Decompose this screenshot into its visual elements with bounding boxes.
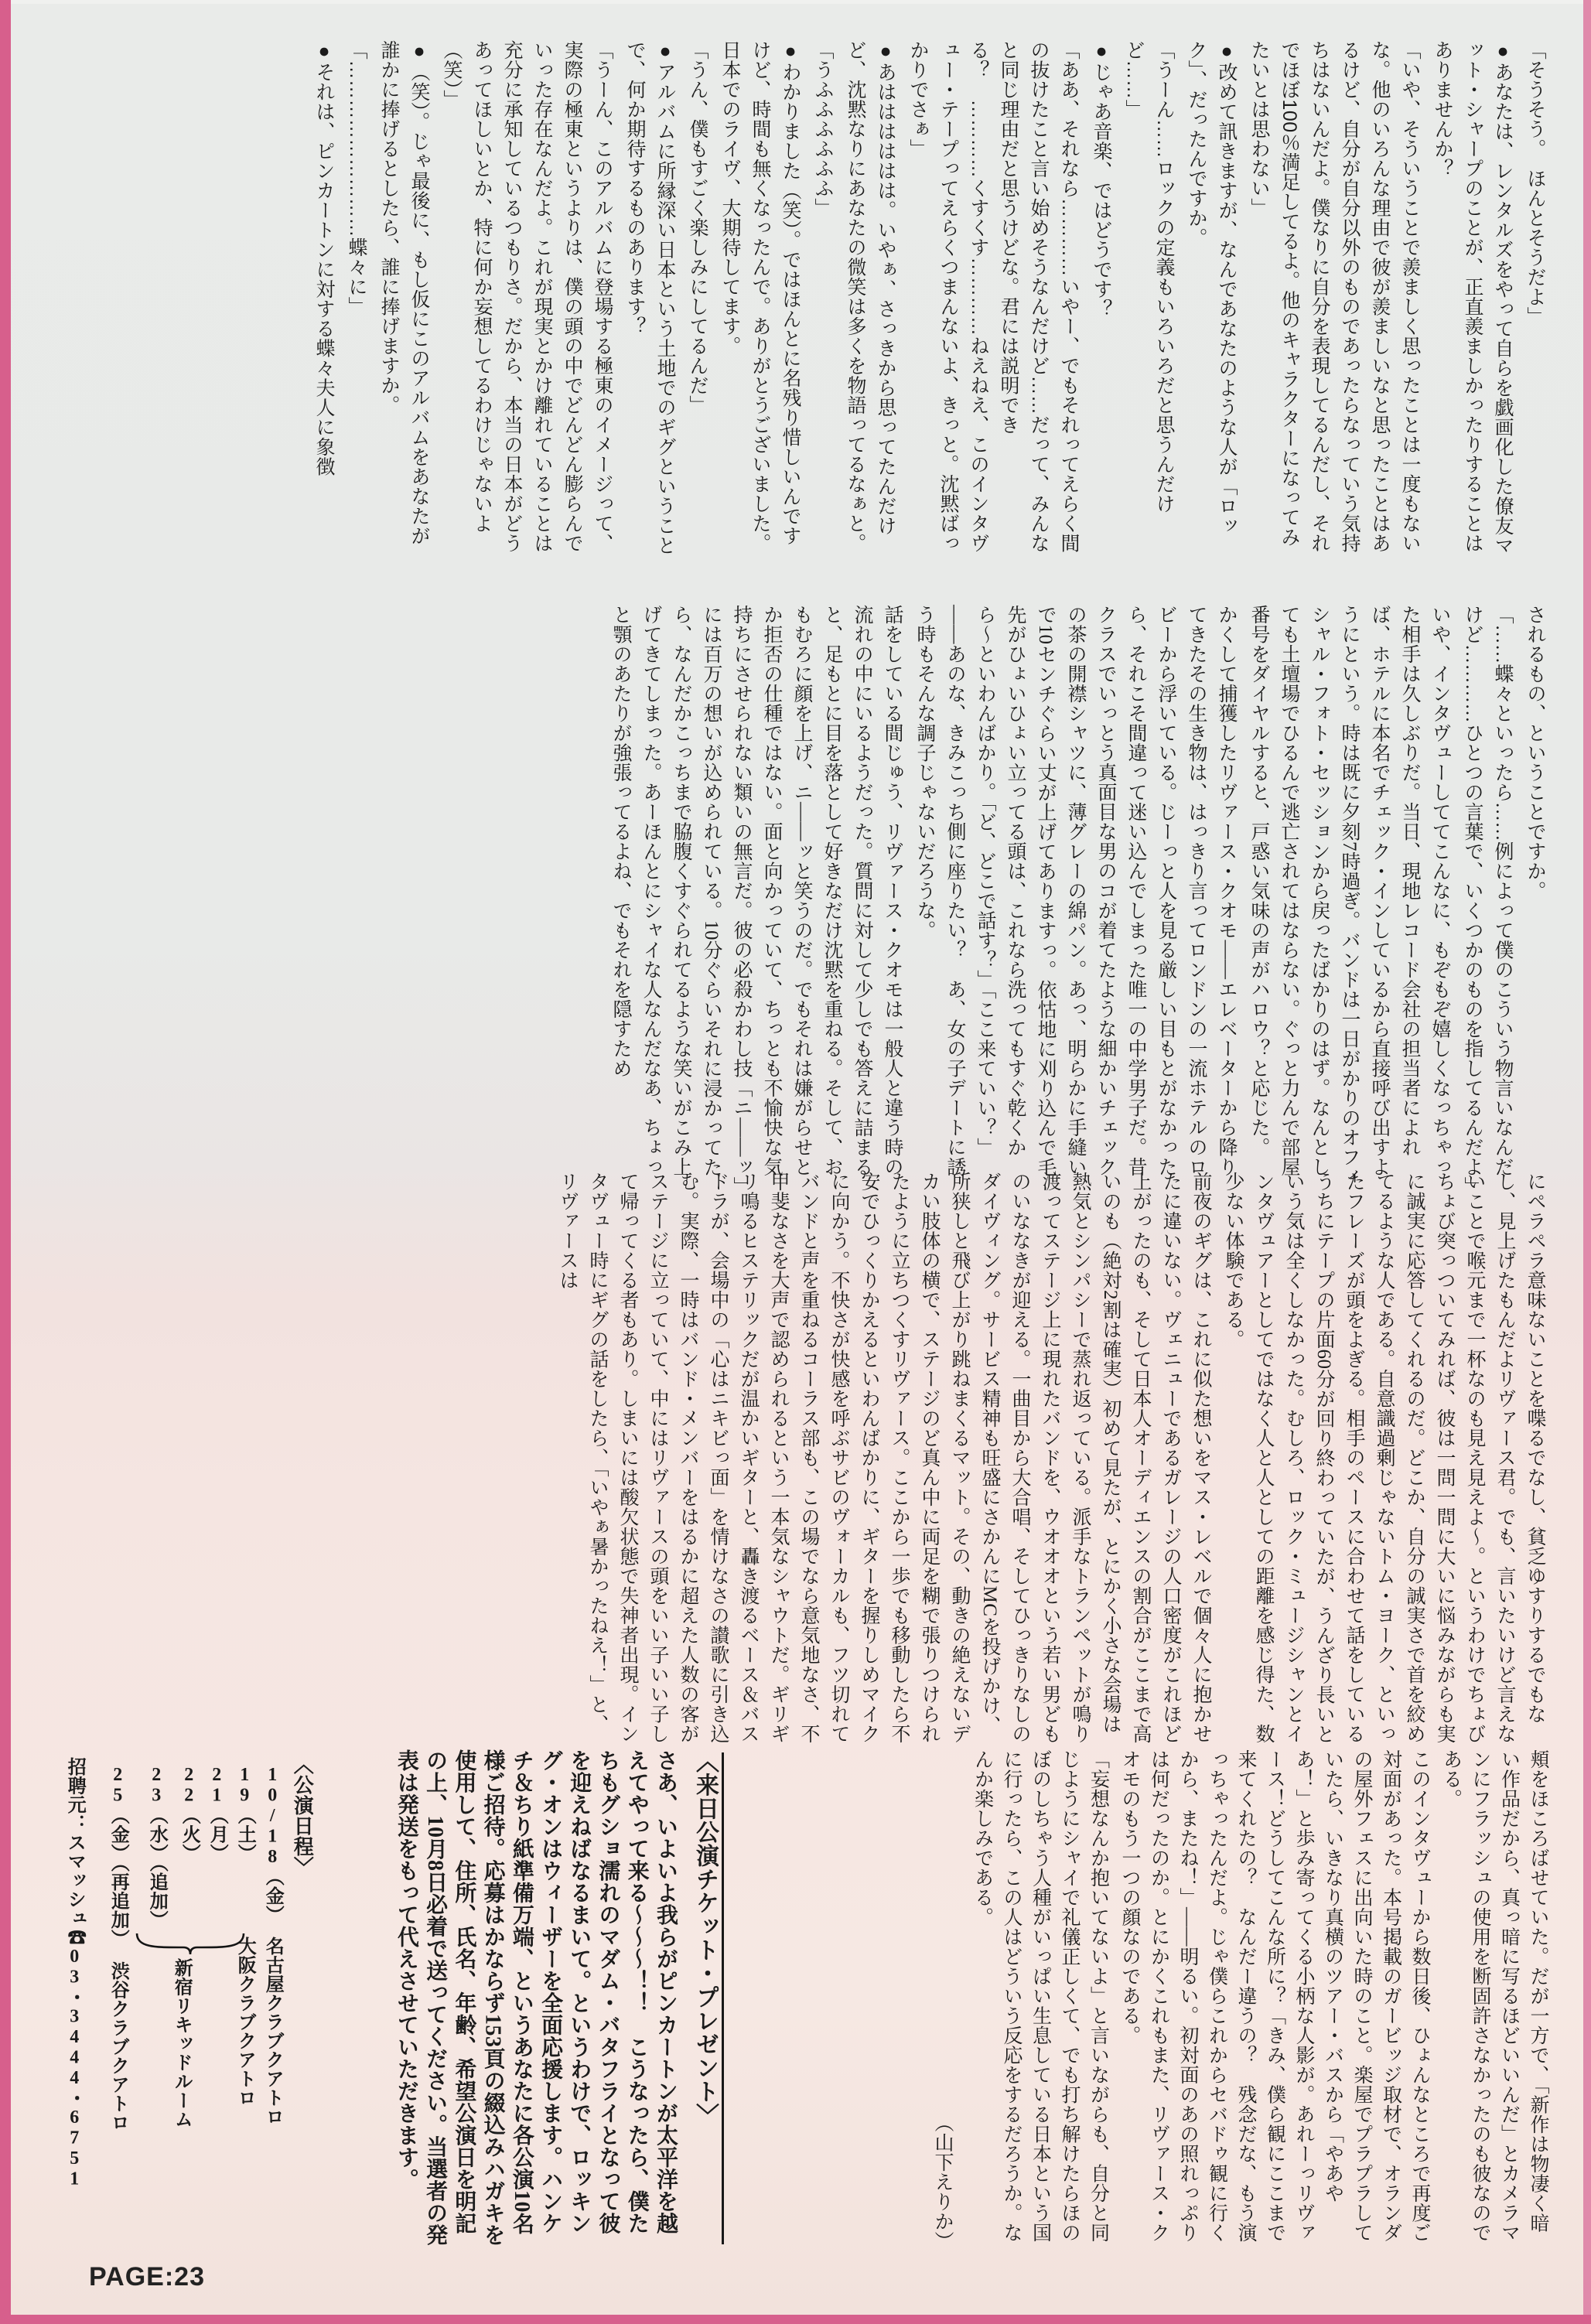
narrative-paragraph: このインタヴューから数日後、ひょんなところで再度ご対面があった。本号掲載のガービッジ取材で、オランダの屋外フェスに出向いた時のこと。楽屋でプラプラしていたら、いきなり真横のツアー・バスから「やあやあ！」と歩み寄ってくる小柄な人影が。あれーっリヴァース！どうしてこんな所に？「きみ、僕ら観にここまで来てくれたの？ なんだー違うの？ 残念だな、もう演っちゃったんだよ。じゃ僕らこれからセバドゥ観に行くから、またね！」——明るい。初対面のあの照れっぷりは何だったのか。とにかくこれもまた、リヴァース・クオモのもう一つの顔なのである。 xyxy=(1119,1749,1430,2243)
narrative-paragraph: いや、インタヴューしててこんなに、もぞもぞ嬉しくなっちゃった相手は久しぶりだ。当日、現地レコード会社の担当者によれば、ホテルに本名でチェック・インしているから直接呼び出すようにという。時は既に夕刻7時過ぎ。バンドは一日がかりのオフィシャル・フォト・セッションから戻ったばかりのはず。なんとしても土壇場でひるんで逃亡されてはならない。ぐっと力んで部屋番号をダイヤルすると、戸惑い気味の声がハロウ？と応じた。 xyxy=(1248,605,1450,1187)
narrative-paragraph: 「……蝶々といったら……例によって僕のこういう物言いなんだけど…………ひとつの言葉で、いくつかのものを指してるんだよ」 xyxy=(1462,605,1513,1196)
schedule-date: 19（土） xyxy=(234,1765,255,1863)
interview-answer: 「うん、僕もすごく楽しみにしてるんだ」 xyxy=(687,40,708,415)
narrative-paragraph: かくして捕獲したリヴァース・クオモ——エレベーターから降りてきたその生き物は、はっきり言ってロンドンの一流ホテルのロビーから浮いている。じーっと人を見る厳しい目もとがなかったら、それこそ間違って迷い込んでしまった唯一の中学男子だ。昔クラスでいっとう真面目な男のコが着てたような細かいチェックの茶の開襟シャツに、薄グレーの綿パン。あっ、明らかに手縫いで10センチぐらい丈が上げてありますっ。依怙地に刈り込んで毛先がひょいひょい立ってる頭は、これなら洗ってもすぐ乾くから〜といわんばかり。「ど、どこで話す？」「ここ来ていい？」——あのな、きみこっち側に座りたい？ あ、女の子デートに誘う時もそんな調子じゃないだろうな。 xyxy=(914,605,1237,1177)
schedule-date: 22（火） xyxy=(179,1765,200,1863)
schedule-venue: 大阪クラブクアトロ xyxy=(234,1937,255,2107)
interview-question: ●じゃあ音楽、ではどうです？ xyxy=(1091,40,1112,319)
narrative-paragraph: 前夜のギグは、これに似た想いをマス・レベルで個々人に抱かせたに違いない。ヴェニューであるガレージの人口密度がこれほど上がったのも、そして日本人オーディエンスの割合がここまで高いのも（絶対2割は確実）初めて見たが、とにかく小さな会場は熱気とシンパシーで蒸れ返っている。派手なトランペットが鳴り渡ってステージ上に現れたバンドを、ウオオオという若い男どものいななきが迎える。一曲目から大合唱、そしてひっきりなしのダイヴィング。サービス精神も旺盛にさかんにMCを投げかけ、所狭しと飛び上がり跳ねまくるマット。その、動きの絶えないデカい肢体の横で、ステージのど真ん中に両足を糊で張りつけられたように立ちつくすリヴァース。ここから一歩でも移動したら不安でひっくりかえるといわんばかりに、ギターを握りしめマイクに向かう。不快さが快感を呼ぶサビのヴォーカルも、フツ切れてバンドと声を重ねるコーラス部も、この場でなら意気地なさ、不甲斐なさを大声で認められるという一本気なシャウトだ。ギリギリ鳴るヒステリックだが温かいギターと、轟き渡るベース＆バスドラが、会場中の「心はニキビっ面」を情けなさの讃歌に引き込む。実際、一時はバンド・メンバーをはるかに超えた人数の客がステージに立っていて、中にはリヴァースの頭をいい子いい子して帰ってくる者もあり。しまいには酸欠状態で失神者出現。インタヴュー時にギグの話をしたら、「いやぁ暑かったねえ！」と、リヴァースは xyxy=(557,1172,1211,1744)
interview-answer: 「いや、そういうことで羨ましく思ったことは一度もないな。他のいろんな理由で彼が羨ましいなと思ったことはあるけど、自分が自分以外のものであったらなっていう気持ちはないんだよ。僕なりに自分を表現してるんだし、それでほぼ100％満足してるよ。他のキャラクターになってみたいとは思わない」 xyxy=(1248,40,1421,553)
schedule-date: 23（水）（追加） xyxy=(146,1765,167,1930)
interview-answer: 「うーん、このアルバムに登場する極東のイメージって、実際の極東というよりは、僕の頭の中でどんどん膨らんでいった存在なんだよ。これが現実とかけ離れていることは充分に承知しているつもりさ。だから、本当の日本がどうあってほしいとか、特に何か妄想してるわけじゃないよ（笑）」 xyxy=(441,40,613,553)
schedule-date: 25（金）（再追加） xyxy=(108,1765,128,1948)
interview-question: ●あなたは、レンタルズをやって自らを戯画化した僚友マット・シャープのことが、正直羨ましかったりすることはありませんか？ xyxy=(1432,40,1514,555)
schedule-venue: 新宿リキッドルーム xyxy=(171,1958,192,2129)
ticket-promo xyxy=(330,1749,719,2251)
interview-question: ●あはははははは。いやぁ、さっきから思ってたんだけど、沈黙なりにあなたの微笑は多くを物語ってるなぁと。 xyxy=(845,40,896,553)
scan-edge-left xyxy=(0,0,11,2324)
schedule-title: 〈公演日程〉 xyxy=(291,1754,314,1877)
author-credit: （山下えりか） xyxy=(932,2112,953,2251)
ticket-promo-body: さあ、いよいよ我らがピンカートンが太平洋を越えてやって来る〜〜〜！！ こうなったら、僕たちもグショ濡れのマダム・バタフライとなって彼を迎えねばなるまいて。というわけで、ロッキング・オンはウィーザーを全面応援します。ハンケチ＆ちり紙準備万端、というあなたに各公演10名様ご招待。応募はかならず153頁の綴込みハガキを使用して、住所、氏名、年齢、希望公演日を明記の上、10月8日必着で送ってください。当選者の発表は発送をもって代えさせていただきます。 xyxy=(394,1749,678,2246)
interview-answer: 「ああ、それなら…………いやー、でもそれってえらく間の抜けたこと言い始めそうなんだけど……だって、みんなと同じ理由だと思うけどな。君には説明できる？ …………くすくす…………ねえねえ、このインタヴュー・テープってえらくつまんないよ、きっと。沈黙ばっかりでさぁ」 xyxy=(907,40,1080,553)
narrative-paragraph: 話をしている間じゅう、リヴァース・クオモは一般人と違う時の流れの中にいるようだった。質問に対して少しでも答えに詰まると、足もとに目を落として好きなだけ沈黙を重ねる。そして、おもむろに顔を上げ、ニ——ッと笑うのだ。でもそれは嫌がらせとか拒否の仕種ではない。面と向かっていて、ちっとも不愉快な気持ちにさせられない類いの無言だ。彼の必殺かわし技「ニ——ッ」には百万の想いが込められている。10分ぐらいそれに浸かってたら、なんだかこっちまで脇腹くすぐられてるような笑いがこみ上げてきてしまった。あーほんとにシャイな人なんだなあ、ちょっと顎のあたりが強張ってるよね、でもそれを隠すため xyxy=(610,605,903,1187)
narrative-section-1 xyxy=(43,605,1552,1196)
narrative-closing xyxy=(733,1749,1555,2251)
schedule-venue: 名古屋クラブクアトロ xyxy=(262,1937,283,2126)
interview-dialogue-section xyxy=(43,40,1552,557)
narrative-paragraph: 「妄想なんか抱いてないよ」と言いながらも、自分と同じようにシャイで礼儀正しくて、でも打ち解けたらほのぼのしちゃう人種がいっぱい生息している日本という国に行ったら、この人はどういう反応をするだろうか。なんか楽しみである。 xyxy=(971,1749,1109,2243)
interview-answer: 「うーん……ロックの定義もいろいろだと思うんだけど……」 xyxy=(1123,40,1175,514)
interview-question: ●（笑）。じゃ最後に、もし仮にこのアルバムをあなたが誰かに捧げるとしたら、誰に捧げますか。 xyxy=(378,40,430,546)
page-number: PAGE:23 xyxy=(89,2262,205,2292)
interview-question: ●わかりました（笑）。ではほんとに名残り惜しいんですけど、時間も無くなったんで。ありがとうございました。日本でのライヴ、大期待してます。 xyxy=(719,40,801,553)
interview-answer: 「そうそう。 ほんとそうだよ」 xyxy=(1524,40,1546,326)
interview-answer: 「うふふふふふふ」 xyxy=(812,40,834,218)
ticket-promo-title: 〈来日公演チケット・プレゼント〉 xyxy=(692,1749,718,2127)
schedule-venue: 渋谷クラブクアトロ xyxy=(108,1961,128,2132)
interview-question: ●それは、ピンカートンに対する蝶々夫人に象徴 xyxy=(313,40,335,476)
interview-question: ●改めて訊きますが、なんであなたのような人が「ロック」、だったんですか。 xyxy=(1186,40,1238,536)
scan-edge-top xyxy=(0,0,1591,4)
narrative-paragraph: されるもの、ということですか。 xyxy=(1524,605,1545,901)
interview-question: ●アルバムに所縁深い日本という土地でのギグということで、何か期待するものあります？ xyxy=(624,40,676,555)
interview-answer: 「………………………蝶々に」 xyxy=(346,40,367,316)
schedule-date: 10/18（金） xyxy=(262,1765,283,1924)
narrative-paragraph: 頬をほころばせていた。だが一方で、「新作は物凄く暗い作品だから、真っ暗に写るほどいいんだ」とカメラマンにフラッシュの使用を断固許さなかったのも彼なのである。 xyxy=(1440,1749,1548,2243)
narrative-paragraph: にペラペラ意味ないことを喋るでなし、貧乏ゆすりするでもなし、見上げたもんだよリヴァース君。でも、言いたいけど言えないことで喉元まで一杯なのも見え見えよ〜。というわけでちょびちょび突っついてみれば、彼は一問一問に大いに悩みながらも実に誠実に応答してくれるのだ。どこか、自分の誠実さで首を絞めてるような人である。自意識過剰じゃないトム・ヨーク、といったフレーズが頭をよぎる。相手のペースに合わせて話をしているうちにテープの片面60分が回り終わっていたが、うんざり長いという気は全くしなかった。むしろ、ロック・ミュージシャンとインタヴュアーとしてではなく人と人としての距離を感じ得た、数少ない体験である。 xyxy=(1223,1172,1545,1744)
tour-schedule xyxy=(43,1749,330,2251)
schedule-date: 21（月） xyxy=(207,1765,227,1863)
scan-edge-bottom xyxy=(0,2315,1591,2324)
narrative-section-2 xyxy=(43,1172,1552,1746)
schedule-promoter: 招聘元：スマッシュ☎03・3444・6751 xyxy=(64,1757,85,2189)
schedule-group-brace xyxy=(134,1930,247,1957)
section-divider-line xyxy=(722,1752,724,2244)
scan-edge-right xyxy=(1583,0,1591,2324)
bottom-section xyxy=(43,1749,1555,2251)
